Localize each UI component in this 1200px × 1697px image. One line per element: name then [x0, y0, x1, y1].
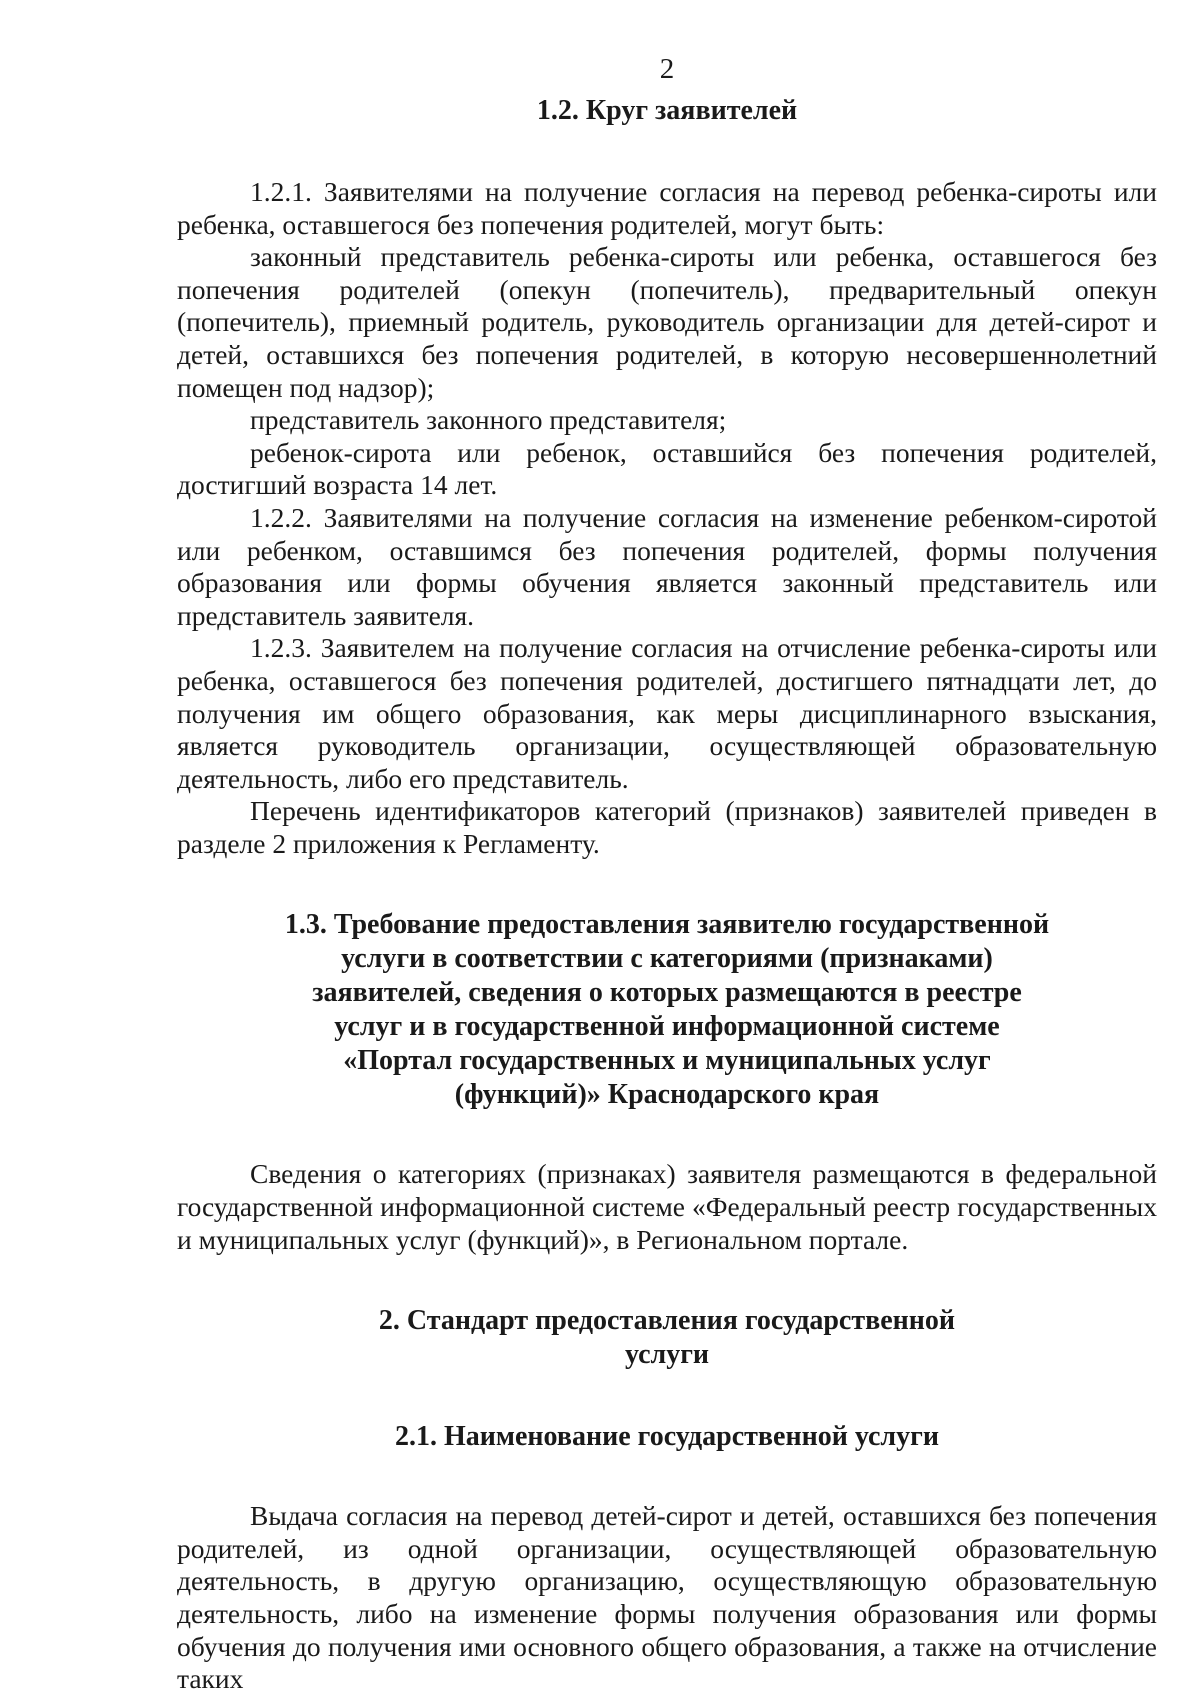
- paragraph-1-2-2: 1.2.2. Заявителями на получение согласия на изменение ребенком-сиротой или ребенком, оставшимся без попечения родителей, формы получения образования или формы обучения является законный представитель или представитель заявителя.: [177, 501, 1157, 631]
- section-1-3-heading: [177, 908, 1157, 1112]
- document-page: [177, 52, 1157, 1696]
- heading-line: 2. Стандарт предоставления государственной: [378, 1305, 956, 1337]
- heading-line: услуги: [624, 1339, 710, 1371]
- section-2-1-heading: 2.1. Наименование государственной услуги: [395, 1421, 939, 1453]
- heading-line: «Портал государственных и муниципальных услуг: [343, 1045, 991, 1077]
- paragraph-orphan-child: ребенок-сирота или ребенок, оставшийся без попечения родителей, достигший возраста 14 лет.: [177, 436, 1157, 501]
- paragraph-identifiers-list: Перечень идентификаторов категорий (признаков) заявителей приведен в разделе 2 приложения к Регламенту.: [177, 795, 1157, 859]
- paragraph-categories-info: Сведения о категориях (признаках) заявителя размещаются в федеральной государственной информационной системе «Федеральный реестр государственных и муниципальных услуг (функций)», в Региональном портале.: [177, 1158, 1157, 1255]
- paragraph-1-2-1: 1.2.1. Заявителями на получение согласия на перевод ребенка-сироты или ребенка, оставшегося без попечения родителей, могут быть:: [177, 176, 1157, 240]
- section-1-2-heading: 1.2. Круг заявителей: [536, 95, 798, 126]
- heading-line: заявителей, сведения о которых размещаются в реестре: [312, 977, 1022, 1009]
- heading-line: 1.3. Требование предоставления заявителю государственной: [284, 909, 1050, 941]
- heading-line: услуги в соответствии с категориями (признаками): [341, 943, 993, 975]
- heading-line: (функций)» Краснодарского края: [454, 1079, 880, 1111]
- paragraph-legal-representative: законный представитель ребенка-сироты или ребенка, оставшегося без попечения родителей (опекун (попечитель), предварительный опекун (попечитель), приемный родитель, руководитель организации для детей-сирот и детей, оставшихся без попечения родителей, в которую несовершеннолетний помещен под надзор);: [177, 241, 1157, 403]
- paragraph-representative: представитель законного представителя;: [250, 404, 727, 436]
- paragraph-1-2-3: 1.2.3. Заявителем на получение согласия на отчисление ребенка-сироты или ребенка, оставшегося без попечения родителей, достигшего пятнадцати лет, до получения им общего образования, как меры дисциплинарного взыскания, является руководитель организации, осуществляющей образовательную деятельность, либо его представитель.: [177, 632, 1157, 794]
- heading-line: услуг и в государственной информационной системе: [334, 1011, 1000, 1043]
- paragraph-service-name: Выдача согласия на перевод детей-сирот и детей, оставшихся без попечения родителей, из одной организации, осуществляющей образовательную деятельность, в другую организацию, осуществляющую образовательную деятельность, либо на изменение формы получения образования или формы обучения до получения ими основного общего образования, а также на отчисление таких: [177, 1500, 1157, 1695]
- section-2-heading: [177, 1304, 1157, 1372]
- page-number: 2: [659, 53, 675, 85]
